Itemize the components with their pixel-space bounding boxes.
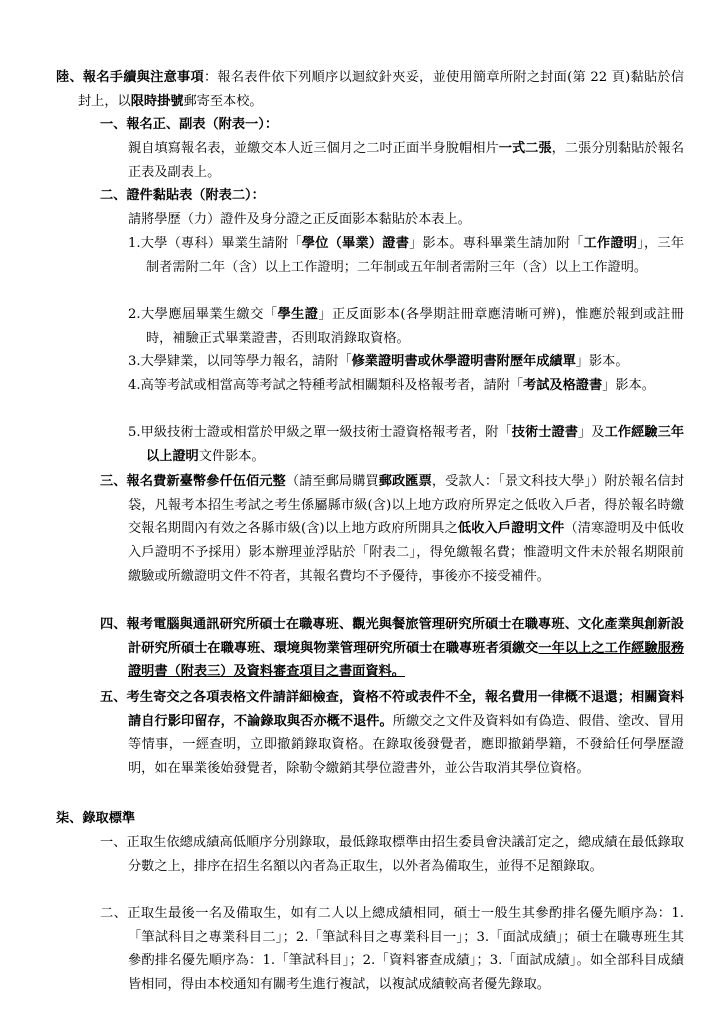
section-7-item-2: 二、正取生最後一名及備取生，如有二人以上總成績相同，碩士一般生其參酌排名優先順序為：1.「筆試科目之專業科目二」；2.「筆試科目之專業科目一」；3.「面試成績」；碩士在職專班生其參酌排名優先順序為：1.「筆試科目」；2.「資料審查成績」；3.「面試成績」。如全部科目成績皆相同，得由本校通知有關考生進行複試，以複試成績較高者優先錄取。 — [100, 906, 684, 993]
item-2-sub-4: 4.高等考試或相當高等考試之特種考試相關類科及格報考者，請附「考試及格證書」影本。 — [128, 378, 655, 393]
item-2-sub-3: 3.大學肄業，以同等學力報名，請附「修業證明書或休學證明書附歷年成績單」影本。 — [128, 354, 629, 369]
item-1-title: 一、報名正、副表（附表一）： — [100, 117, 279, 132]
item-2-sub-5: 5.甲級技術士證或相當於甲級之單一級技術士證資格報考者，附「技術士證書」及工作經驗三年以上證明文件影本。 — [128, 425, 685, 464]
item-2-intro: 請將學歷（力）證件及身分證之正反面影本黏貼於本表上。 — [128, 212, 471, 227]
section-7-heading: 柒、錄取標準 — [56, 811, 136, 826]
item-3-paragraph: 三、報名費新臺幣參仟伍佰元整（請至郵局購買郵政匯票，受款人：「景文科技大學」）附於報名信封袋，凡報考本招生考試之考生係屬縣市級(含)以上地方政府所界定之低收入戶者，得於報名時繳交報名期間內有效之各縣市級(含)以上地方政府所開具之低收入戶證明文件（清寒證明及中低收入戶證明不予採用）影本辦理並浮貼於「附表二」，得免繳報名費；惟證明文件未於報名期限前繳驗或所繳證明文件不符者，其報名費均不予優待，事後亦不接受補件。 — [100, 474, 685, 584]
item-4-paragraph: 四、報考電腦與通訊研究所碩士在職專班、觀光與餐旅管理研究所碩士在職專班、文化產業與創新設計研究所碩士在職專班、環境與物業管理研究所碩士在職專班者須繳交一年以上之工作經驗服務證明書（附表三）及資料審查項目之書面資料。 — [100, 617, 685, 680]
item-1-text: 親自填寫報名表，並繳交本人近三個月之二吋正面半身脫帽相片一式二張，二張分別黏貼於報名正表及副表上。 — [128, 141, 685, 180]
item-2-title: 二、證件黏貼表（附表二）： — [100, 188, 265, 203]
section-6-heading: 陸、報名手續與注意事項 — [56, 70, 204, 85]
section-6-paragraph: 陸、報名手續與注意事項：報名表件依下列順序以迴紋針夾妥，並使用簡章所附之封面(第 22 頁)黏貼於信封上，以限時掛號郵寄至本校。 — [56, 70, 685, 109]
item-2-sub-1: 1.大學（專科）畢業生請附「學位（畢業）證書」影本。專科畢業生請加附「工作證明」，三年制者需附二年（含）以上工作證明；二年制或五年制者需附三年（含）以上工作證明。 — [128, 236, 685, 275]
item-5-paragraph: 五、考生寄交之各項表格文件請詳細檢查，資格不符或表件不全，報名費用一律概不退還；相關資料請自行影印留存，不論錄取與否亦概不退件。所繳交之文件及資料如有偽造、假借、塗改、冒用等情事，一經查明，立即撤銷錄取資格。在錄取後發覺者，應即撤銷學籍，不發給任何學歷證明，如在畢業後始發覺者，除勒令繳銷其學位證書外，並公告取消其學位資格。 — [100, 690, 685, 777]
item-2-sub-2: 2.大學應屆畢業生繳交「學生證」正反面影本(各學期註冊章應清晰可辨)，惟應於報到或註冊時，補驗正式畢業證書，否則取消錄取資格。 — [128, 307, 684, 346]
section-7-item-1: 一、正取生依總成績高低順序分別錄取，最低錄取標準由招生委員會決議訂定之，總成績在最低錄取分數之上，排序在招生名額以內者為正取生，以外者為備取生，並得不足額錄取。 — [100, 835, 684, 874]
